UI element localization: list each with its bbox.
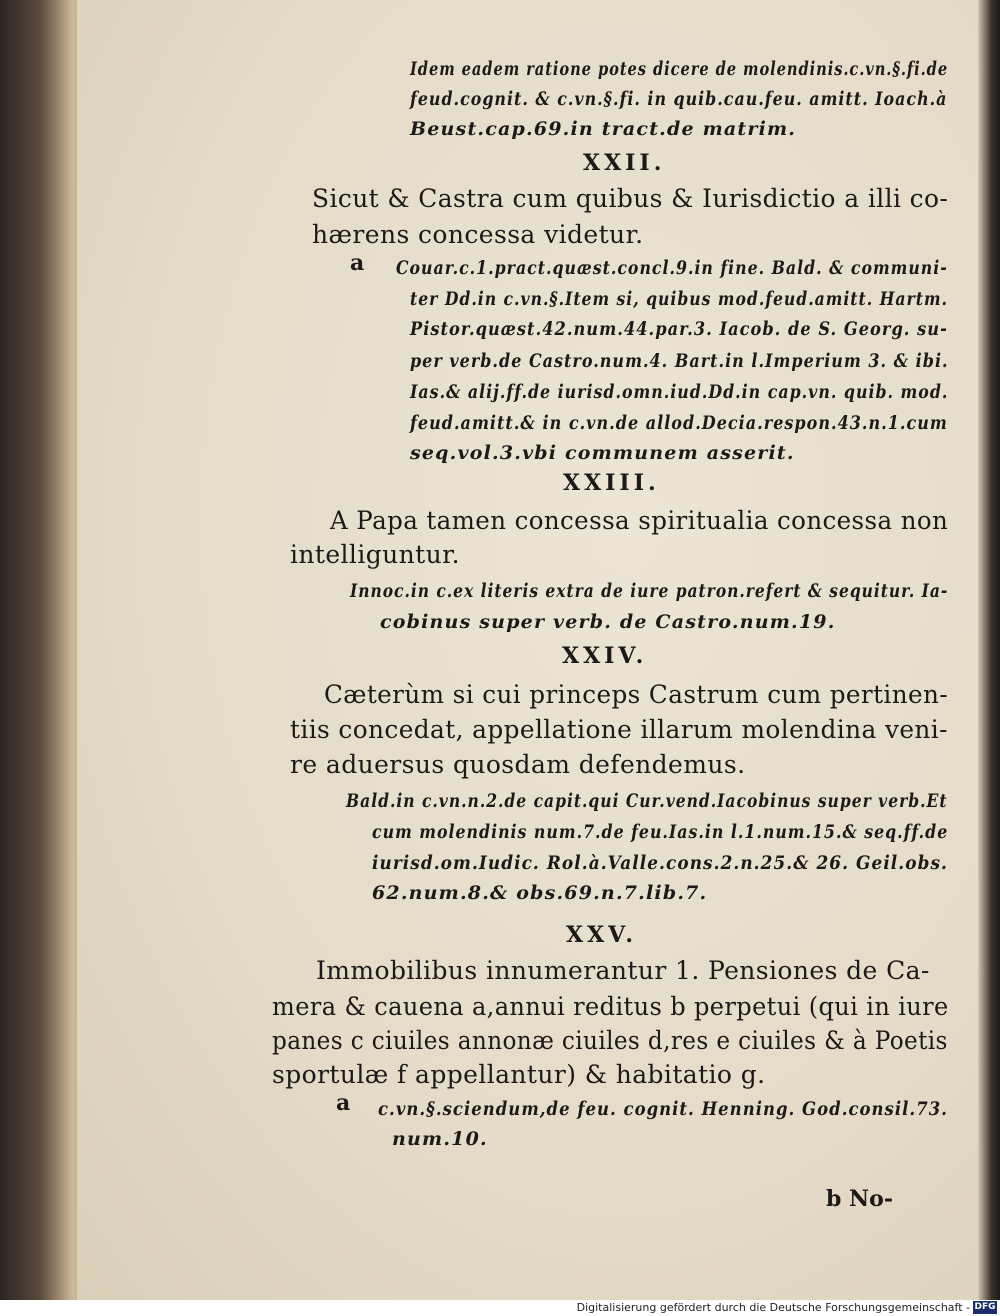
footnote-marker: a <box>336 1090 351 1116</box>
note-line: c.vn.§.sciendum,de feu. cognit. Henning. God.consil.73. <box>378 1098 948 1120</box>
section-heading: XXV. <box>566 922 638 948</box>
body-line: Sicut & Castra cum quibus & Iurisdictio a illi co- <box>312 184 949 213</box>
catchword: b No- <box>826 1186 893 1212</box>
note-line: seq.vol.3.vbi communem asserit. <box>410 442 795 464</box>
footnote-marker: a <box>350 250 365 276</box>
note-line: iurisd.om.Iudic. Rol.à.Valle.cons.2.n.25.& 26. Geil.obs. <box>372 852 948 874</box>
body-line: intelliguntur. <box>290 540 461 569</box>
note-line: per verb.de Castro.num.4. Bart.in l.Imperium 3. & ibi. <box>410 350 949 372</box>
note-line: Pistor.quæst.42.num.44.par.3. Iacob. de S. Georg. su- <box>410 318 948 340</box>
note-line: Beust.cap.69.in tract.de matrim. <box>410 118 797 140</box>
note-line: Bald.in c.vn.n.2.de capit.qui Cur.vend.Iacobinus super verb.Et <box>346 790 948 812</box>
body-line: sportulæ f appellantur) & habitatio g. <box>272 1060 766 1089</box>
body-line: tiis concedat, appellatione illarum molendina veni- <box>290 715 948 744</box>
body-line: panes c ciuiles annonæ ciuiles d,res e ciuiles & à Poetis <box>272 1026 948 1055</box>
note-line: feud.cognit. & c.vn.§.fi. in quib.cau.feu. amitt. Ioach.à <box>410 88 948 110</box>
note-line: cum molendinis num.7.de feu.Ias.in l.1.num.15.& seq.ff.de <box>372 821 949 843</box>
body-line: A Papa tamen concessa spiritualia concessa non <box>330 506 949 535</box>
note-line: ter Dd.in c.vn.§.Item si, quibus mod.feud.amitt. Hartm. <box>410 288 948 310</box>
note-line: 62.num.8.& obs.69.n.7.lib.7. <box>372 882 708 904</box>
footer-credit: Digitalisierung gefördert durch die Deutsche Forschungsgemeinschaft - <box>576 1301 970 1314</box>
dfg-logo: DFG <box>974 1302 996 1312</box>
body-line: hærens concessa videtur. <box>312 220 644 249</box>
section-heading: XXIII. <box>563 470 660 496</box>
note-line: Idem eadem ratione potes dicere de molendinis.c.vn.§.fi.de <box>410 58 949 80</box>
body-line: mera & cauena a,annui reditus b perpetui (qui in iure <box>272 992 949 1021</box>
section-heading: XXII. <box>583 150 666 176</box>
section-heading: XXIV. <box>562 643 648 669</box>
note-line: Couar.c.1.pract.quæst.concl.9.in fine. Bald. & communi- <box>396 257 948 279</box>
body-line: Immobilibus innumerantur 1. Pensiones de Ca- <box>316 956 930 985</box>
footer-bar <box>0 1300 1000 1316</box>
note-line: Ias.& alij.ff.de iurisd.omn.iud.Dd.in cap.vn. quib. mod. <box>410 381 949 403</box>
note-line: Innoc.in c.ex literis extra de iure patron.refert & sequitur. Ia- <box>350 580 949 602</box>
body-line: re aduersus quosdam defendemus. <box>290 750 746 779</box>
note-line: num.10. <box>392 1128 488 1150</box>
note-line: feud.amitt.& in c.vn.de allod.Decia.respon.43.n.1.cum <box>410 412 948 434</box>
body-line: Cæterùm si cui princeps Castrum cum pertinen- <box>324 680 949 709</box>
note-line: cobinus super verb. de Castro.num.19. <box>380 611 836 633</box>
